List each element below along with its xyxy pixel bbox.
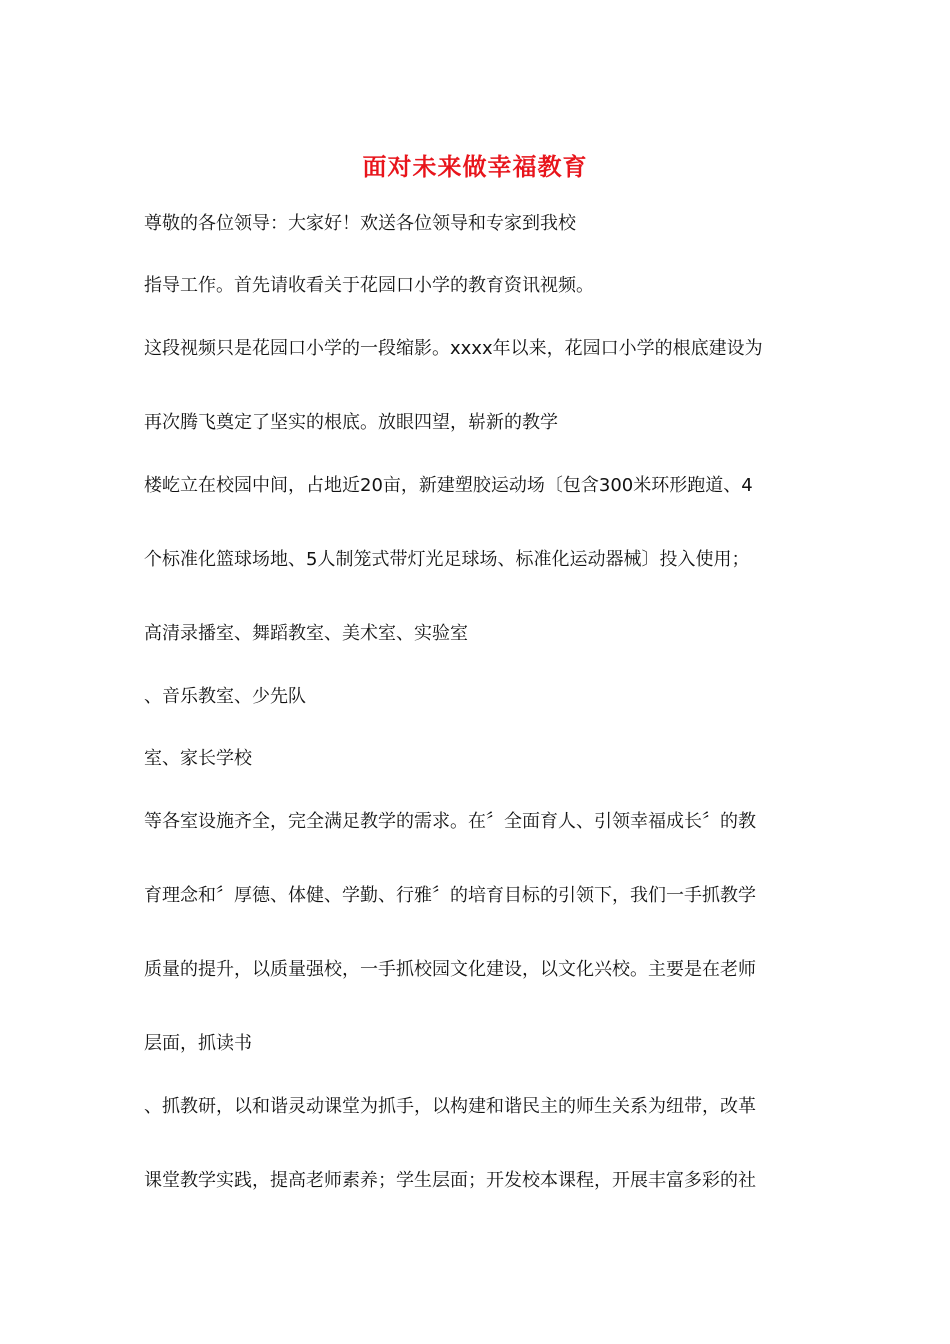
- paragraph-line-15: 课堂教学实践，提高老师素养；学生层面；开发校本课程，开展丰富多彩的社: [144, 1170, 756, 1191]
- paragraph-line-3: 这段视频只是花园口小学的一段缩影。xxxx年以来，花园口小学的根底建设为: [144, 338, 763, 359]
- paragraph-line-5: 楼屹立在校园中间，占地近20亩，新建塑胶运动场〔包含300米环形跑道、4: [144, 475, 753, 496]
- paragraph-line-8: 、音乐教室、少先队: [144, 686, 306, 707]
- paragraph-line-12: 质量的提升，以质量强校，一手抓校园文化建设，以文化兴校。主要是在老师: [144, 959, 756, 980]
- paragraph-line-14: 、抓教研，以和谐灵动课堂为抓手，以构建和谐民主的师生关系为纽带，改革: [144, 1096, 756, 1117]
- paragraph-line-1: 尊敬的各位领导：大家好！欢送各位领导和专家到我校: [144, 213, 576, 234]
- paragraph-line-13: 层面，抓读书: [144, 1033, 252, 1054]
- paragraph-line-11: 育理念和〞厚德、体健、学勤、行雅〞的培育目标的引领下，我们一手抓教学: [144, 885, 756, 906]
- paragraph-line-7: 高清录播室、舞蹈教室、美术室、实验室: [144, 623, 468, 644]
- paragraph-line-4: 再次腾飞奠定了坚实的根底。放眼四望，崭新的教学: [144, 412, 558, 433]
- paragraph-line-10: 等各室设施齐全，完全满足教学的需求。在〞全面育人、引领幸福成长〞的教: [144, 811, 756, 832]
- paragraph-line-6: 个标准化篮球场地、5人制笼式带灯光足球场、标准化运动器械〕投入使用；: [144, 549, 750, 570]
- paragraph-line-9: 室、家长学校: [144, 748, 252, 769]
- paragraph-line-2: 指导工作。首先请收看关于花园口小学的教育资讯视频。: [144, 275, 594, 296]
- document-title: 面对未来做幸福教育: [362, 152, 588, 181]
